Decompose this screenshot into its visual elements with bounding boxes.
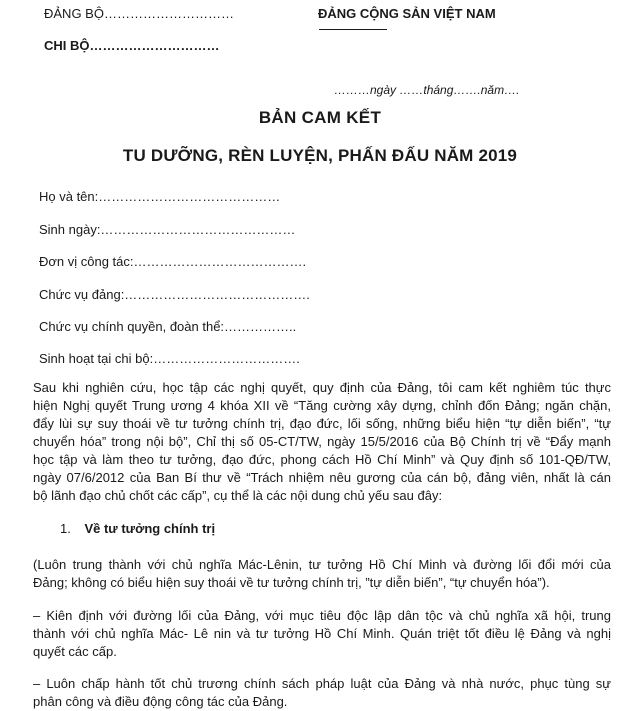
section-number: 1. [60,521,71,536]
point-line: quyết các cấp. [33,644,117,659]
dob-field: Sinh ngày:……………………………………… [39,222,296,237]
gov-position-field: Chức vụ chính quyền, đoàn thể:…………….. [39,319,297,334]
section-1-summary [33,556,611,592]
intro-line: bộ lãnh đạo chủ chốt các cấp”, cụ thể là các nội dung chủ yếu sau đây: [33,488,443,503]
section-1-heading [60,521,215,536]
document-title: BẢN CAM KẾT [258,108,382,127]
point-line: thành với chủ nghĩa Mác- Lê nin và tư tưởng Hồ Chí Minh. Quán triệt tốt điều lệ Đảng và nghị [33,626,611,641]
party-cell-membership-field: Sinh hoạt tại chi bộ:……………………………. [39,351,300,366]
point-line: – Luôn chấp hành tốt chủ trương chính sách pháp luật của Đảng và nhà nước, phục tùng sự [33,676,611,691]
section-1-point-1 [33,607,611,661]
document-subtitle: TU DƯỠNG, RÈN LUYỆN, PHẤN ĐẤU NĂM 2019 [122,146,518,165]
party-cell-field: CHI BỘ………………………… [44,38,220,53]
summary-line: Đảng; không có biểu hiện suy thoái về tư tưởng chính trị, ”tự diễn biến”, “tự chuyển hóa”). [33,575,550,590]
party-name-underline [319,29,387,30]
name-field: Họ và tên:…………………………………… [39,189,281,204]
point-line: phân công và điều động công tác của Đảng. [33,694,288,709]
party-position-field: Chức vụ đảng:……………………………………. [39,287,310,302]
intro-line: chuyển hóa” trong nội bộ”, Chỉ thị số 05-CT/TW, ngày 15/5/2016 của Bộ Chính trị về “Đẩy mạnh [33,434,611,449]
section-title: Về tư tưởng chính trị [84,521,216,536]
date-line: ………ngày ……tháng…….năm…. [334,83,520,97]
intro-line: hiện Nghị quyết Trung ương 4 khóa XII về “Tăng cường xây dựng, chỉnh đốn Đảng; ngăn chặn, [33,398,611,413]
intro-line: Sau khi nghiên cứu, học tập các nghị quyết, quy định của Đảng, tôi cam kết nghiêm túc thực [33,380,611,395]
party-committee-field: ĐẢNG BỘ………………………… [44,6,234,21]
intro-line: đẩy lùi sự suy thoái về tư tưởng chính trị, đạo đức, lối sống, những biểu hiện “tự diễn biến”, “tự [33,416,611,431]
party-name: ĐẢNG CỘNG SẢN VIỆT NAM [318,6,496,21]
summary-line: (Luôn trung thành với chủ nghĩa Mác-Lênin, tư tưởng Hồ Chí Minh và đường lối đổi mới của [33,557,611,572]
unit-field: Đơn vị công tác:…………………………………. [39,254,307,269]
point-line: – Kiên định với đường lối của Đảng, với mục tiêu độc lập dân tộc và chủ nghĩa xã hội, trung [33,608,611,623]
intro-line: học tập và làm theo tư tưởng, đạo đức, phong cách Hồ Chí Minh” và Quy định số 101-QĐ/TW, [33,452,611,467]
intro-paragraph [33,379,611,505]
intro-line: ngày 07/6/2012 của Ban Bí thư về “Trách nhiệm nêu gương của cán bộ, đảng viên, nhất là cán [33,470,611,485]
